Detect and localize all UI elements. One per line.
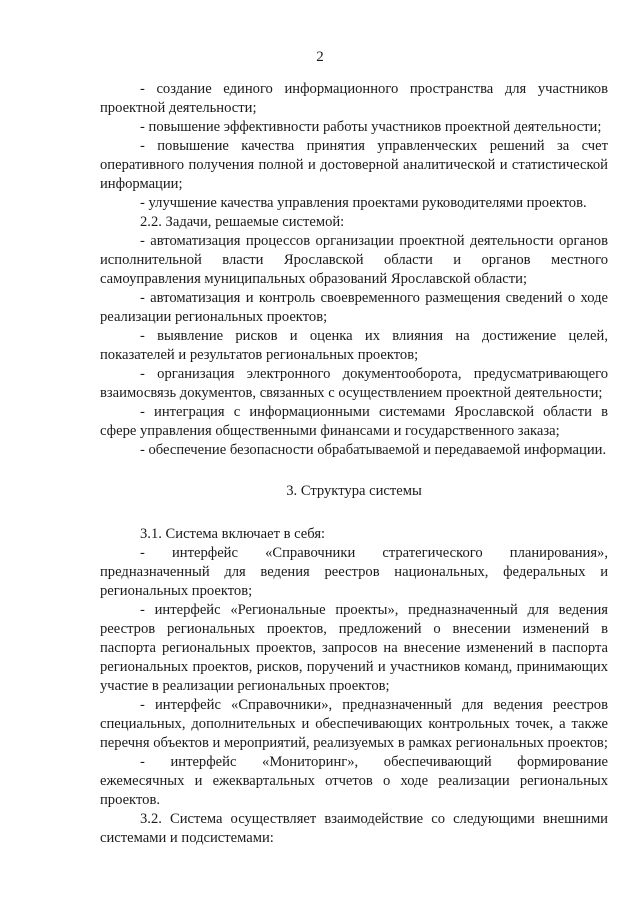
paragraph: - обеспечение безопасности обрабатываемой и передаваемой информации.	[140, 442, 607, 458]
paragraph: - интерфейс «Региональные проекты», предназначенный для ведения реестров региональных проектов, предложений о внесении изменений в паспорта региональных проектов, запросов на внесение изменений в паспорта региональных проектов, рисков, поручений и участников команд, принимающих участие в реализации региональных проектов;	[100, 602, 608, 694]
paragraph: - интерфейс «Мониторинг», обеспечивающий формирование ежемесячных и ежеквартальных отчетов о ходе реализации региональных проектов.	[100, 754, 608, 808]
paragraph: - выявление рисков и оценка их влияния на достижение целей, показателей и результатов региональных проектов;	[100, 328, 608, 363]
paragraph: - улучшение качества управления проектами руководителями проектов.	[140, 195, 587, 211]
paragraph: 3.1. Система включает в себя:	[140, 526, 326, 542]
paragraph: - интеграция с информационными системами Ярославской области в сфере управления общественными финансами и государственного заказа;	[100, 404, 608, 439]
paragraph: - интерфейс «Справочники», предназначенный для ведения реестров специальных, дополнительных и обеспечивающих контрольных точек, а также перечня объектов и мероприятий, реализуемых в рамках региональных проектов;	[100, 697, 608, 751]
section-heading: 3. Структура системы	[286, 483, 422, 499]
document-body	[100, 80, 608, 848]
paragraph: - повышение качества принятия управленческих решений за счет оперативного получения полной и достоверной аналитической и статистической информации;	[100, 138, 608, 192]
page-number: 2	[316, 49, 324, 65]
paragraph: 3.2. Система осуществляет взаимодействие со следующими внешними системами и подсистемами:	[100, 811, 608, 846]
paragraph: - автоматизация и контроль своевременного размещения сведений о ходе реализации региональных проектов;	[100, 290, 608, 325]
paragraph: - интерфейс «Справочники стратегического планирования», предназначенный для ведения реестров национальных, федеральных и региональных проектов;	[100, 545, 608, 599]
paragraph: 2.2. Задачи, решаемые системой:	[140, 214, 345, 230]
paragraph: - организация электронного документооборота, предусматривающего взаимосвязь документов, связанных с осуществлением проектной деятельности;	[100, 366, 608, 401]
paragraph: - создание единого информационного пространства для участников проектной деятельности;	[100, 81, 608, 116]
paragraph: - повышение эффективности работы участников проектной деятельности;	[140, 119, 602, 135]
paragraph: - автоматизация процессов организации проектной деятельности органов исполнительной власти Ярославской области и органов местного самоуправления муниципальных образований Ярославской области;	[100, 233, 608, 287]
